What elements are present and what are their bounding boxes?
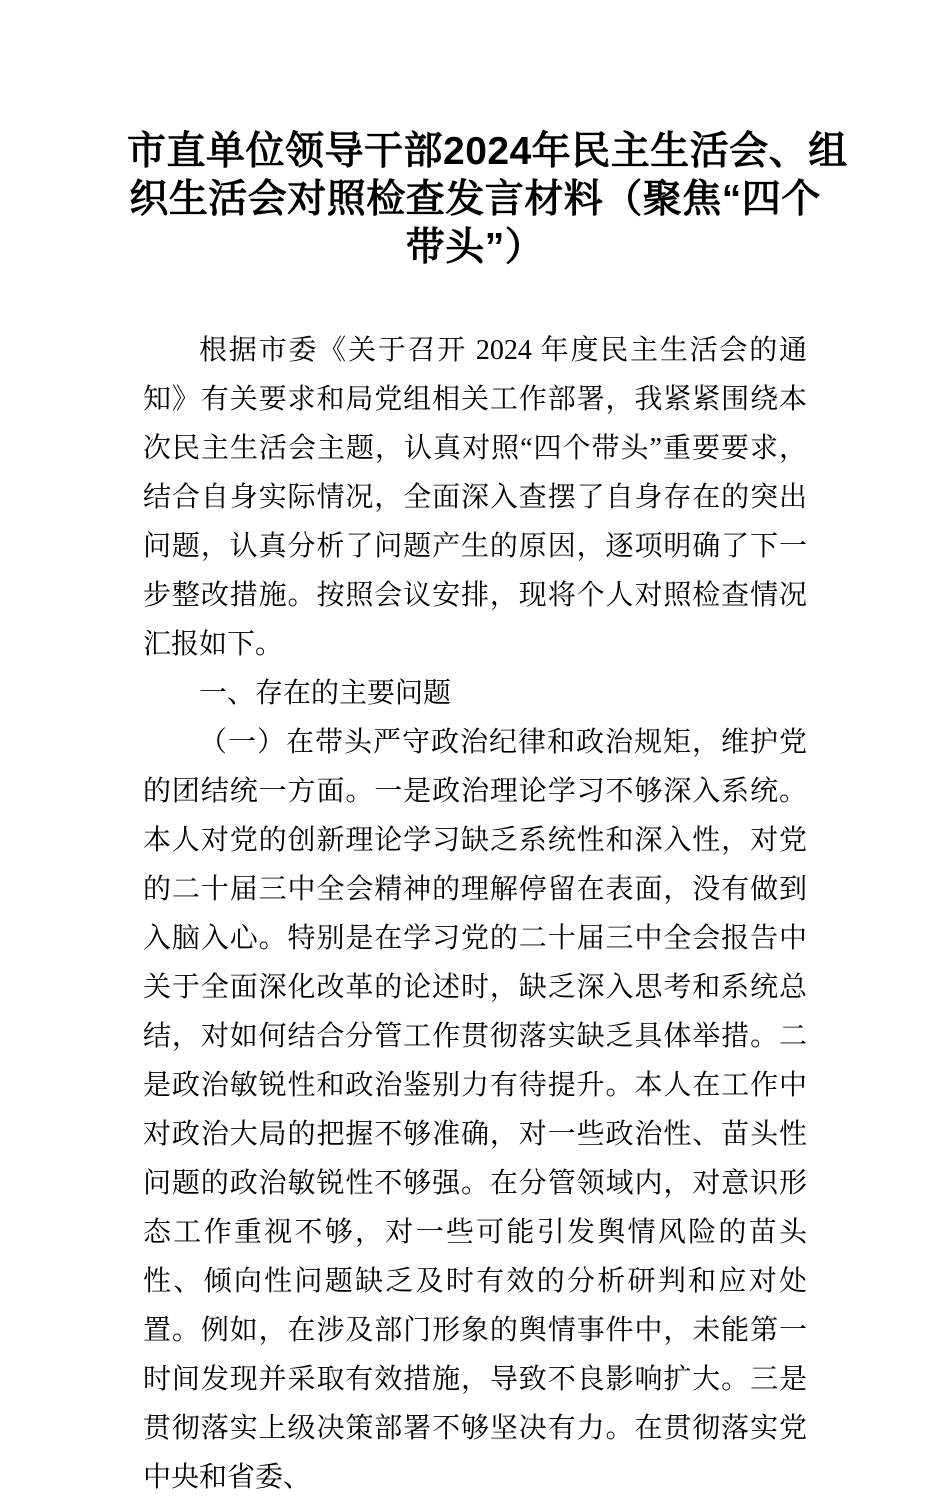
section-heading-main-problems: 一、存在的主要问题: [199, 678, 452, 709]
document-title-line-3: 带头”）: [405, 226, 545, 269]
document-title-line-2: 织生活会对照检查发言材料（聚焦“四个: [129, 178, 821, 221]
intro-paragraph: 根据市委《关于召开 2024 年度民主生活会的通知》有关要求和局党组相关工作部署，我紧紧围绕本次民主生活会主题，认真对照“四个带头”重要要求，结合自身实际情况，全面深入查摆了自身存在的突出问题，认真分析了问题产生的原因，逐项明确了下一步整改措施。按照会议安排，现将个人对照检查情况汇报如下。: [143, 335, 807, 660]
document-title: [127, 128, 848, 272]
document-title-line-1: 市直单位领导干部2024年民主生活会、组: [127, 130, 848, 173]
section-1-paragraph: （一）在带头严守政治纪律和政治规矩，维护党的团结统一方面。一是政治理论学习不够深入系统。本人对党的创新理论学习缺乏系统性和深入性，对党的二十届三中全会精神的理解停留在表面，没有做到入脑入心。特别是在学习党的二十届三中全会报告中关于全面深化改革的论述时，缺乏深入思考和系统总结，对如何结合分管工作贯彻落实缺乏具体举措。二是政治敏锐性和政治鉴别力有待提升。本人在工作中对政治大局的把握不够准确，对一些政治性、苗头性问题的政治敏锐性不够强。在分管领域内，对意识形态工作重视不够，对一些可能引发舆情风险的苗头性、倾向性问题缺乏及时有效的分析研判和应对处置。例如，在涉及部门形象的舆情事件中，未能第一时间发现并采取有效措施，导致不良影响扩大。三是贯彻落实上级决策部署不够坚决有力。在贯彻落实党中央和省委、: [143, 727, 807, 1493]
